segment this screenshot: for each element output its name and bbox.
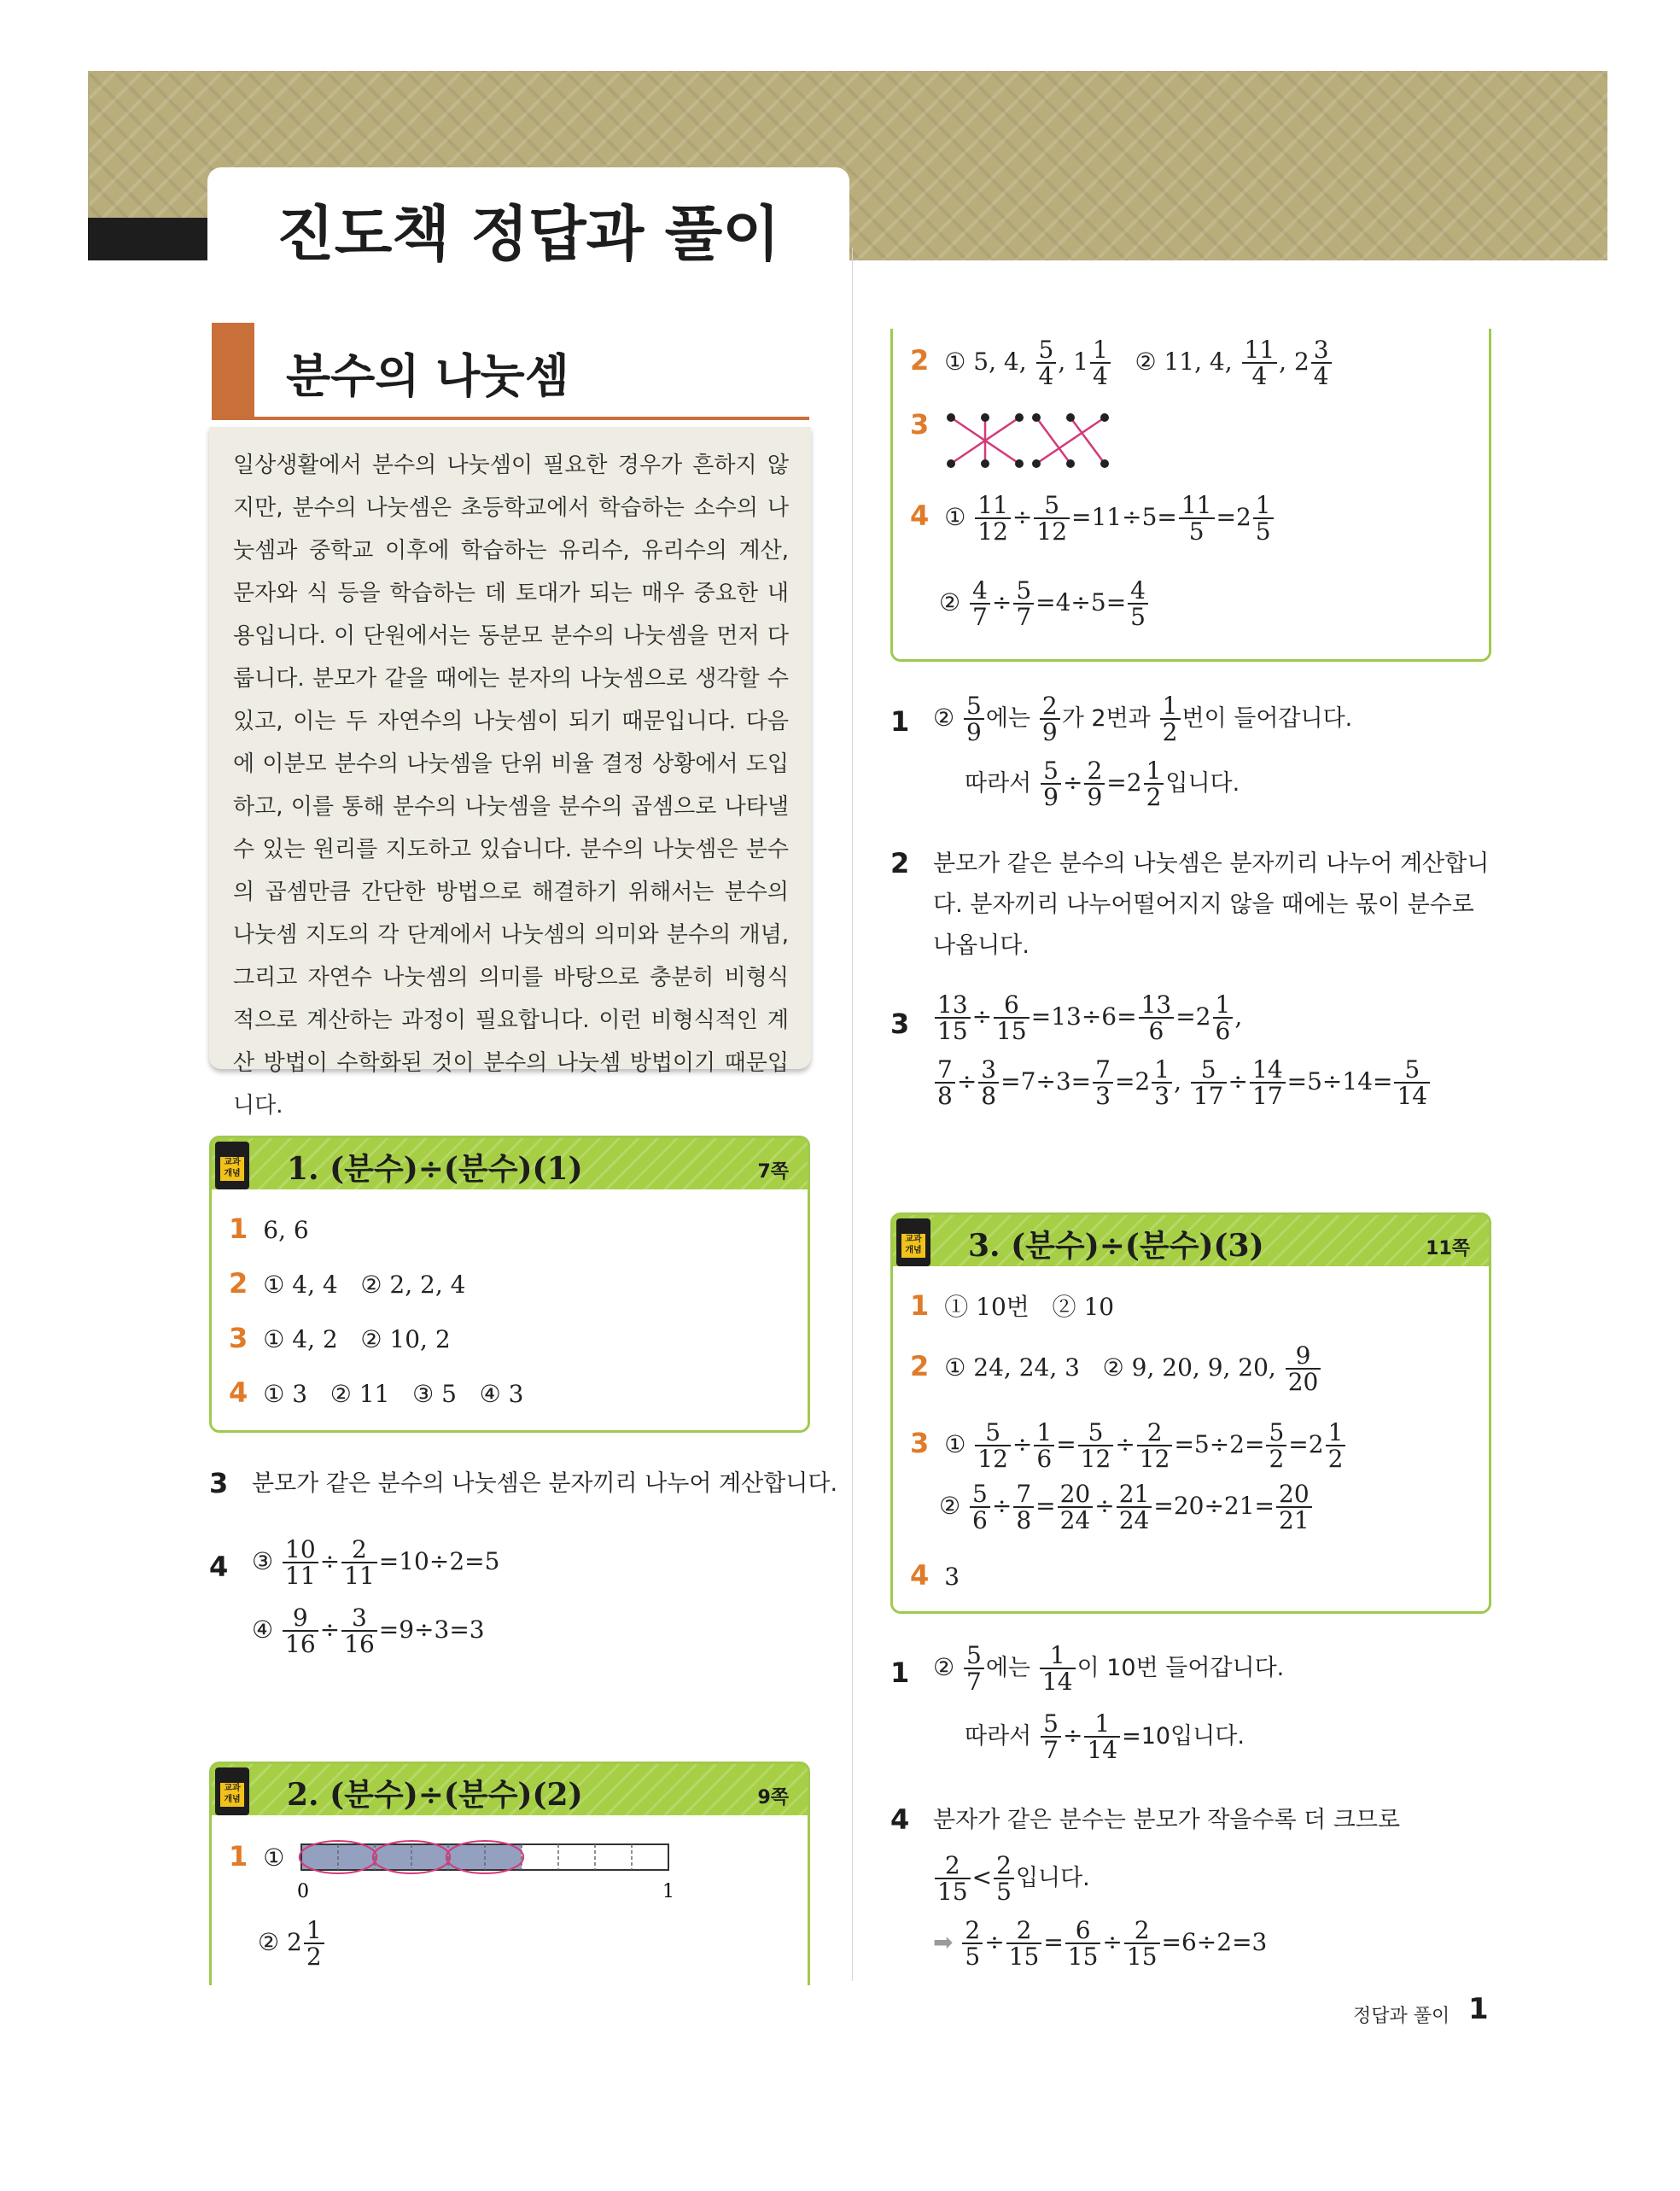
- matching-line: [1036, 418, 1105, 464]
- matching-dot: [981, 459, 989, 468]
- answer-row: [229, 1266, 465, 1302]
- fraction: $\frac{2}{12}$: [1137, 1420, 1173, 1472]
- explanation-number: 1: [890, 1656, 910, 1689]
- fraction: $\frac{5}{12}$: [1034, 493, 1070, 545]
- footer-page-number: 1: [1468, 1992, 1489, 2026]
- fraction: $\frac{13}{6}$: [1139, 992, 1175, 1044]
- fraction: $\frac{5}{7}$: [964, 1643, 984, 1695]
- explanation-text: 따라서: [965, 1722, 1032, 1750]
- matching-line: [1036, 418, 1070, 464]
- expression-part: =5÷2=: [1174, 1429, 1265, 1458]
- explanation-text: 입니다.: [1165, 769, 1240, 797]
- fraction: $\frac{14}{17}$: [1250, 1057, 1286, 1109]
- fraction: $\frac{2}{9}$: [1084, 758, 1105, 810]
- fraction: $\frac{13}{15}$: [935, 992, 971, 1044]
- step-badge: [896, 1218, 930, 1266]
- expression-part: =13÷6=: [1030, 1002, 1137, 1031]
- expression-part: =5÷14=: [1286, 1066, 1393, 1096]
- fraction: $\frac{2}{5}$: [994, 1853, 1014, 1905]
- answer-text: , 1: [1058, 347, 1088, 376]
- page-title: 진도책 정답과 풀이: [277, 199, 780, 269]
- fraction: $\frac{5}{7}$: [1013, 578, 1034, 630]
- matching-dot: [1100, 459, 1109, 468]
- fraction: $\frac{1}{3}$: [1152, 1057, 1172, 1109]
- explanation-line: 따라서 $\frac{5}{9}$ ÷ $\frac{2}{9}$ =2 $\frac{1}{2}$ 입니다.: [965, 757, 1240, 812]
- explanation-text: 번이 들어갑니다.: [1181, 704, 1353, 732]
- fraction: $\frac{11}{12}$: [975, 493, 1011, 545]
- fraction: $\frac{9}{16}$: [283, 1605, 318, 1657]
- fraction: $\frac{6}{15}$: [994, 992, 1030, 1044]
- expression-part: =11÷5=: [1071, 502, 1177, 531]
- expression-tail: =10÷2=5: [378, 1546, 500, 1575]
- bar-tick-1: 1: [662, 1881, 674, 1902]
- matching-dot: [1100, 413, 1109, 422]
- answer-row: [910, 1288, 1114, 1324]
- step-badge: [215, 1767, 249, 1815]
- explanation-number: 2: [890, 847, 910, 879]
- matching-dot: [1032, 459, 1041, 468]
- explanation-text: 분모가 같은 분수의 나눗셈은 분자끼리 나누어 계산합니: [933, 850, 1490, 877]
- answer-row: [910, 337, 1333, 389]
- section2-continued-box: [890, 329, 1491, 662]
- fraction: $\frac{1}{2}$: [1144, 758, 1164, 810]
- fraction: $\frac{1}{2}$: [304, 1918, 324, 1970]
- fraction: $\frac{5}{12}$: [1078, 1420, 1114, 1472]
- expression-part: =2: [1114, 1066, 1151, 1096]
- explanation-line: $\frac{2}{15}$ < $\frac{2}{5}$ 입니다.: [933, 1853, 1090, 1905]
- fraction: $\frac{1}{14}$: [1040, 1643, 1076, 1695]
- unit-title: 분수의 나눗셈: [286, 349, 569, 403]
- matching-dot: [947, 459, 955, 468]
- fraction: $\frac{11}{5}$: [1179, 493, 1215, 545]
- answer-number: 4: [910, 1559, 930, 1592]
- explanation-text: 다. 분자끼리 나누어떨어지지 않을 때에는 몫이 분수로: [933, 891, 1474, 918]
- explanation-number: 1: [890, 705, 910, 738]
- fraction: $\frac{20}{21}$: [1276, 1481, 1312, 1534]
- explanation-text: 나옵니다.: [933, 932, 1030, 959]
- answer-number: 2: [229, 1267, 248, 1300]
- circled-label: ②: [939, 587, 961, 616]
- expression-part: =2: [1175, 1002, 1211, 1031]
- explanation-line: [933, 693, 1352, 745]
- explanation-text: 이 10번 들어갑니다.: [1076, 1654, 1285, 1681]
- answer-text: ② 11, 4,: [1111, 347, 1240, 376]
- answer-text: ① 5, 4,: [944, 347, 1035, 376]
- badge-tag: 교과 개념: [220, 1157, 244, 1181]
- fraction: $\frac{20}{24}$: [1058, 1481, 1094, 1534]
- section3-box: [890, 1212, 1491, 1614]
- matching-dot: [947, 413, 955, 422]
- fraction: $\frac{2}{15}$: [1124, 1918, 1160, 1970]
- fraction: $\frac{3}{4}$: [1311, 337, 1332, 389]
- explanation-line: ➡ $\frac{2}{5}$ ÷ $\frac{2}{15}$ = $\frac{6}{15}$ ÷ $\frac{2}{15}$ =6÷2=3: [933, 1916, 1268, 1972]
- fraction: $\frac{1}{2}$: [1160, 693, 1181, 745]
- answer-row: [910, 407, 944, 443]
- answer-number: 3: [229, 1322, 248, 1354]
- answer-row: [258, 1918, 326, 1970]
- fraction: $\frac{5}{17}$: [1191, 1057, 1227, 1109]
- matching-dot: [1066, 413, 1075, 422]
- fraction: $\frac{7}{3}$: [1093, 1057, 1113, 1109]
- fraction: $\frac{5}{6}$: [970, 1481, 990, 1534]
- answer-text: 6, 6: [263, 1216, 309, 1244]
- fraction: $\frac{1}{6}$: [1034, 1420, 1054, 1472]
- fraction: $\frac{3}{16}$: [341, 1605, 377, 1657]
- matching-dot: [1015, 413, 1024, 422]
- circled-label: ②: [933, 703, 955, 732]
- fraction: $\frac{5}{14}$: [1394, 1057, 1430, 1109]
- answer-row: [229, 1839, 284, 1875]
- circled-label: ③: [252, 1546, 274, 1575]
- fraction: $\frac{10}{11}$: [283, 1537, 318, 1589]
- explanation-line: $\frac{7}{8}$ ÷ $\frac{3}{8}$ =7÷3= $\frac{7}{3}$ =2 $\frac{1}{3}$ , $\frac{5}{17}$ ÷ $\frac{14}{17}$ =5÷14= $\frac{5}{14}$: [933, 1057, 1432, 1109]
- fraction: $\frac{1}{5}$: [1253, 493, 1274, 545]
- section1-page-ref: 7쪽: [757, 1161, 789, 1183]
- fraction: $\frac{3}{8}$: [978, 1057, 999, 1109]
- answer-text: 3: [944, 1563, 960, 1591]
- badge-tag: 교과 개념: [901, 1234, 925, 1258]
- answer-row: 4 ① $\frac{11}{12}$ ÷ $\frac{5}{12}$ =11÷5= $\frac{11}{5}$ =2 $\frac{1}{5}$: [910, 493, 1275, 545]
- fraction: $\frac{5}{9}$: [1041, 758, 1061, 810]
- fraction: $\frac{7}{8}$: [1013, 1481, 1034, 1534]
- section1-title: 1. (분수)÷(분수)(1): [287, 1151, 583, 1187]
- column-divider: [852, 248, 853, 1981]
- fraction: $\frac{2}{15}$: [935, 1853, 971, 1905]
- fraction: $\frac{1}{4}$: [1090, 337, 1111, 389]
- badge-tag: 교과 개념: [220, 1783, 244, 1807]
- expression-part: =6÷2=3: [1161, 1927, 1268, 1956]
- circled-label: ①: [944, 502, 966, 531]
- arrow-icon: ➡: [933, 1927, 954, 1956]
- fraction: $\frac{2}{11}$: [341, 1537, 377, 1589]
- unit-intro: 일상생활에서 분수의 나눗셈이 필요한 경우가 흔하지 않지만, 분수의 나눗셈은 초등학교에서 학습하는 소수의 나눗셈과 중학교 이후에 학습하는 유리수, 유리수의 계산, 문자와 식 등을 학습하는 데 토대가 되는 매우 중요한 내용입니다. 이 단원에서는 동분모 분수의 나눗셈을 먼저 다룹니다. 분모가 같을 때에는 분자의 나눗셈으로 생각할 수 있고, 이는 두 자연수의 나눗셈이 되기 때문입니다. 다음에 이분모 분수의 나눗셈을 단위 비율 결정 상황에서 도입하고, 이를 통해 분수의 나눗셈을 분수의 곱셈으로 나타낼 수 있는 원리를 지도하고 있습니다. 분수의 나눗셈은 분수의 곱셈만큼 간단한 방법으로 해결하기 위해서는 분수의 나눗셈 지도의 각 단계에서 나눗셈의 의미와 분수의 개념, 그리고 자연수 나눗셈의 의미를 바탕으로 충분히 비형식적으로 계산하는 과정이 필요합니다. 이런 비형식적인 계산 방법이 수학화된 것이 분수의 나눗셈 방법이기 때문입니다.: [209, 427, 811, 1069]
- answer-text: ① 10번 ② 10: [944, 1293, 1115, 1321]
- answer-number: 1: [229, 1212, 248, 1245]
- fraction: $\frac{7}{8}$: [935, 1057, 955, 1109]
- fraction: $\frac{2}{15}$: [1006, 1918, 1042, 1970]
- answer-number: 3: [910, 408, 930, 441]
- answer-text: ① 4, 2 ② 10, 2: [263, 1325, 451, 1353]
- answer-number: 1: [910, 1289, 930, 1322]
- matching-dot: [1066, 459, 1075, 468]
- explanation-number: 3: [209, 1467, 229, 1499]
- matching-dot: [1015, 459, 1024, 468]
- answer-number: 1: [229, 1840, 248, 1873]
- answer-row: [910, 1343, 1322, 1395]
- explanation-line: ④ $\frac{9}{16}$ ÷ $\frac{3}{16}$ =9÷3=3: [252, 1604, 485, 1659]
- footer-label: 정답과 풀이: [1353, 2006, 1450, 2027]
- fraction: $\frac{5}{2}$: [1266, 1420, 1286, 1472]
- fraction: $\frac{5}{4}$: [1036, 337, 1057, 389]
- answer-text: ① 24, 24, 3 ② 9, 20, 9, 20,: [944, 1353, 1284, 1382]
- circled-label: ①: [263, 1843, 285, 1872]
- explanation-text: 에는: [985, 704, 1031, 732]
- fraction: $\frac{4}{5}$: [1128, 578, 1148, 630]
- answer-number: 2: [910, 1349, 930, 1382]
- answer-text: ② 2: [258, 1927, 302, 1956]
- explanation-number: 4: [890, 1803, 910, 1836]
- circled-label: ④: [252, 1615, 274, 1644]
- explanation-text: 분자가 같은 분수는 분모가 작을수록 더 크므로: [933, 1807, 1401, 1833]
- fraction: $\frac{2}{5}$: [962, 1918, 983, 1970]
- fraction: $\frac{1}{2}$: [1326, 1420, 1346, 1472]
- explanation-text: 분모가 같은 분수의 나눗셈은 분자끼리 나누어 계산합니다.: [252, 1470, 838, 1497]
- circled-label: ①: [944, 1429, 966, 1458]
- fraction: $\frac{21}{24}$: [1117, 1481, 1152, 1534]
- number-bar: [297, 1832, 673, 1901]
- matching-lines: [942, 407, 1130, 476]
- answer-number: 2: [910, 343, 930, 377]
- section3-page-ref: 11쪽: [1426, 1238, 1470, 1259]
- fraction: $\frac{5}{12}$: [975, 1420, 1011, 1472]
- section2-box: [209, 1762, 810, 1985]
- explanation-line: 따라서 $\frac{5}{7}$ ÷ $\frac{1}{14}$ =10입니다.: [965, 1709, 1245, 1765]
- section2-page-ref: 9쪽: [757, 1787, 789, 1808]
- answer-text: ① 3 ② 11 ③ 5 ④ 3: [263, 1380, 524, 1408]
- answer-row: [229, 1321, 451, 1357]
- section1-box: [209, 1136, 810, 1433]
- answer-row: ② $\frac{4}{7}$ ÷ $\frac{5}{7}$ =4÷5= $\frac{4}{5}$: [939, 578, 1150, 630]
- expression-part: =2: [1106, 768, 1142, 797]
- answer-number: 4: [910, 499, 930, 532]
- answer-text: , 2: [1279, 347, 1310, 376]
- unit-number-mark: [212, 323, 254, 418]
- fraction: $\frac{11}{4}$: [1242, 337, 1278, 389]
- explanation-line: [933, 1643, 1284, 1695]
- explanation-number: 4: [209, 1551, 229, 1583]
- section2-title: 2. (분수)÷(분수)(2): [287, 1777, 583, 1813]
- answer-row: 3 ① $\frac{5}{12}$ ÷ $\frac{1}{6}$ = $\frac{5}{12}$ ÷ $\frac{2}{12}$ =5÷2= $\frac{5}{2}$ =2 $\frac{1}{2}$: [910, 1420, 1347, 1472]
- answer-row: ② $\frac{5}{6}$ ÷ $\frac{7}{8}$ = $\frac{20}{24}$ ÷ $\frac{21}{24}$ =20÷21= $\frac{20}{21}$: [939, 1481, 1314, 1534]
- step-badge: [215, 1142, 249, 1189]
- fraction: $\frac{1}{6}$: [1213, 992, 1234, 1044]
- circled-label: ②: [939, 1491, 961, 1520]
- answer-row: [229, 1376, 523, 1411]
- fraction: $\frac{6}{15}$: [1065, 1918, 1101, 1970]
- circled-label: ②: [933, 1652, 955, 1681]
- fraction: $\frac{4}{7}$: [970, 578, 990, 630]
- unit-underline: [212, 417, 809, 420]
- explanation-text: 따라서: [965, 769, 1032, 797]
- answer-text: ① 4, 4 ② 2, 2, 4: [263, 1271, 466, 1299]
- matching-line: [1070, 418, 1105, 464]
- expression-part: =2: [1216, 502, 1251, 531]
- fraction: $\frac{2}{9}$: [1040, 693, 1060, 745]
- fraction: $\frac{5}{7}$: [1041, 1711, 1061, 1763]
- bar-tick-0: 0: [297, 1881, 309, 1902]
- answer-number: 4: [229, 1376, 248, 1409]
- explanation-number: 3: [890, 1008, 910, 1040]
- section3-title: 3. (분수)÷(분수)(3): [968, 1228, 1264, 1264]
- explanation-text: 입니다.: [1015, 1864, 1090, 1891]
- expression-part: =4÷5=: [1035, 587, 1127, 616]
- expression-tail: =9÷3=3: [378, 1615, 485, 1644]
- expression-part: =20÷21=: [1153, 1491, 1275, 1520]
- answer-row: [910, 1558, 960, 1594]
- explanation-line: $\frac{13}{15}$ ÷ $\frac{6}{15}$ =13÷6= $\frac{13}{6}$ =2 $\frac{1}{6}$ ,: [933, 992, 1242, 1044]
- expression-part: =2: [1288, 1429, 1324, 1458]
- matching-dot: [981, 413, 989, 422]
- fraction: $\frac{1}{14}$: [1084, 1711, 1120, 1763]
- answer-row: [229, 1212, 309, 1247]
- explanation-text: 가 2번과: [1061, 704, 1151, 732]
- explanation-text: 에는: [985, 1654, 1031, 1681]
- matching-dot: [1032, 413, 1041, 422]
- answer-number: 3: [910, 1426, 930, 1459]
- explanation-text: =10입니다.: [1122, 1722, 1245, 1750]
- explanation-line: ③ $\frac{10}{11}$ ÷ $\frac{2}{11}$ =10÷2=5: [252, 1535, 500, 1591]
- fraction: $\frac{5}{9}$: [964, 693, 984, 745]
- fraction: $\frac{9}{20}$: [1286, 1343, 1321, 1395]
- header-dark-bar: [88, 218, 216, 260]
- expression-part: =7÷3=: [1000, 1066, 1092, 1096]
